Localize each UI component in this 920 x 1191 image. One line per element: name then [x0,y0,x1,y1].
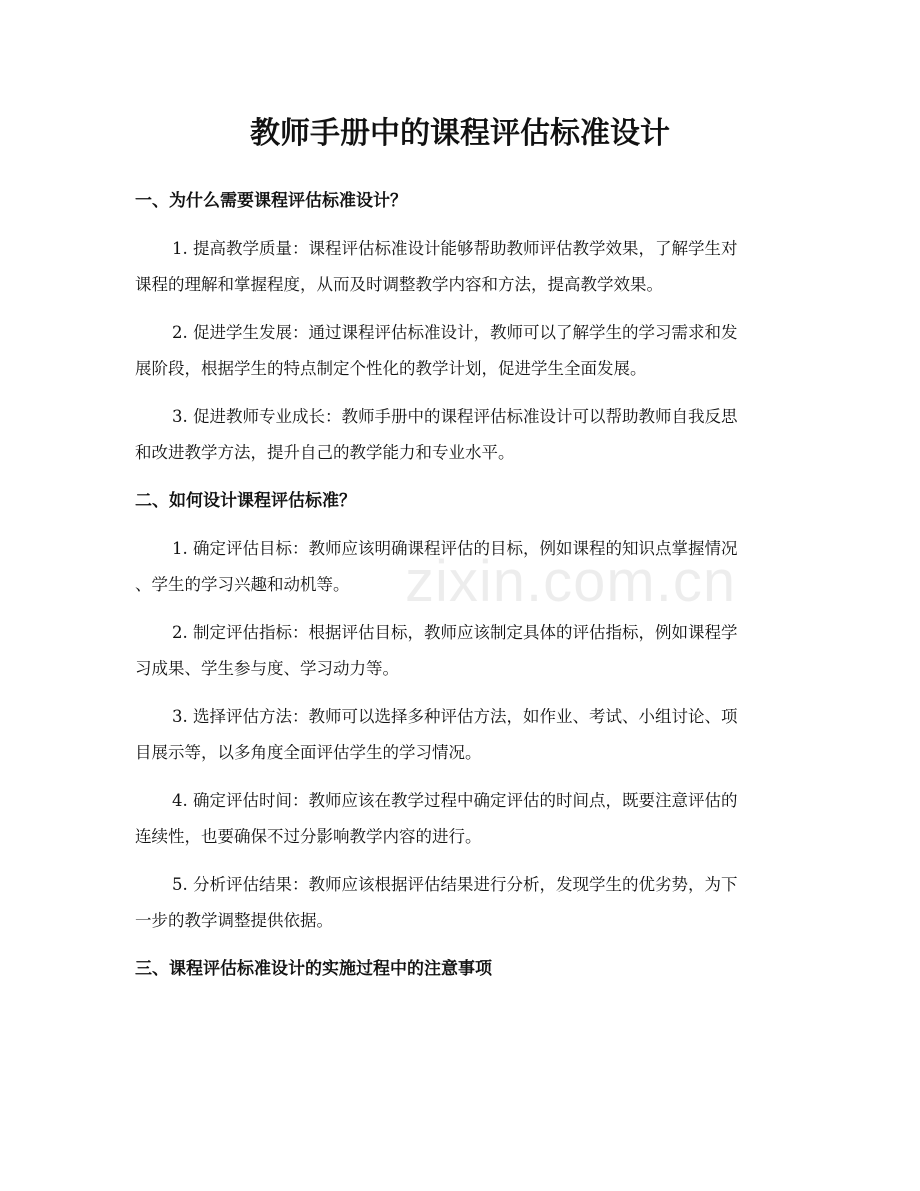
paragraph-line: 1. 确定评估目标：教师应该明确课程评估的目标，例如课程的知识点掌握情况 [172,539,738,558]
document-title: 教师手册中的课程评估标准设计 [250,116,670,151]
paragraph [135,531,785,603]
paragraph-line: 4. 确定评估时间：教师应该在教学过程中确定评估的时间点，既要注意评估的 [172,791,738,810]
paragraph-line: 1. 提高教学质量：课程评估标准设计能够帮助教师评估教学效果，了解学生对 [172,239,738,258]
paragraph-line: 课程的理解和掌握程度，从而及时调整教学内容和方法，提高教学效果。 [135,275,663,294]
paragraph-line: 习成果、学生参与度、学习动力等。 [135,659,399,678]
section-heading: 二、如何设计课程评估标准？ [135,491,356,511]
watermark: zixin.com.cn [405,549,737,614]
paragraph-line: 3. 选择评估方法：教师可以选择多种评估方法，如作业、考试、小组讨论、项 [172,707,738,726]
paragraph-line: 2. 制定评估指标：根据评估目标，教师应该制定具体的评估指标，例如课程学 [172,623,738,642]
paragraph-line: 、学生的学习兴趣和动机等。 [135,575,350,594]
paragraph [135,231,785,303]
document-body [135,183,785,999]
paragraph-line: 展阶段，根据学生的特点制定个性化的教学计划，促进学生全面发展。 [135,359,647,378]
paragraph-line: 3. 促进教师专业成长：教师手册中的课程评估标准设计可以帮助教师自我反思 [172,407,738,426]
section [135,183,785,471]
paragraph [135,315,785,387]
paragraph-line: 一步的教学调整提供依据。 [135,911,333,930]
section-heading: 一、为什么需要课程评估标准设计？ [135,191,407,211]
paragraph-line: 连续性，也要确保不过分影响教学内容的进行。 [135,827,482,846]
section-heading: 三、课程评估标准设计的实施过程中的注意事项 [135,959,492,979]
section [135,483,785,939]
paragraph-line: 目展示等，以多角度全面评估学生的学习情况。 [135,743,482,762]
paragraph-line: 5. 分析评估结果：教师应该根据评估结果进行分析，发现学生的优劣势，为下 [172,875,738,894]
paragraph-line: 2. 促进学生发展：通过课程评估标准设计，教师可以了解学生的学习需求和发 [172,323,738,342]
paragraph [135,399,785,471]
paragraph [135,783,785,855]
paragraph [135,699,785,771]
paragraph [135,867,785,939]
paragraph [135,615,785,687]
section [135,951,785,987]
paragraph-line: 和改进教学方法，提升自己的教学能力和专业水平。 [135,443,515,462]
